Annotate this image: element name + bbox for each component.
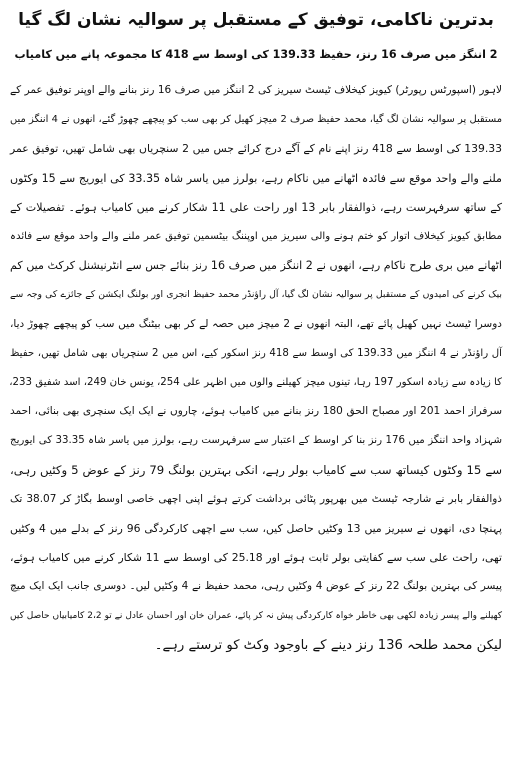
- article-line: کے ساتھ سرفہرست رہے، ذوالفقار بابر 13 اور راحت علی 11 شکار کرنے میں کامیاب ہوئے۔ تفصیلات کے: [10, 200, 503, 214]
- article-line: لیکن محمد طلحہ 136 رنز دینے کے باوجود وکٹ کو ترستے رہے۔: [154, 637, 502, 653]
- article-line: کا زیادہ سے زیادہ اسکور 197 رہا، تینوں میچز کھیلنے والوں میں اظہر علی 254، یونس خان 249، اسد شفیق 233،: [9, 377, 502, 389]
- article-line: پہنچا دی، انھوں نے سیریز میں 13 وکٹیں حاصل کیں، سب سے اچھی کارکردگی 96 رنز کے بدلے میں 4 وکٹیں: [10, 522, 502, 536]
- article-line: پیسر کی بہترین بولنگ 22 رنز کے عوض 4 وکٹیں رہی، محمد حفیظ نے 4 وکٹیں لیں۔ دوسری جانب ایک ایک میچ: [10, 580, 502, 593]
- article-line: کھیلنے والے پیسر زیادہ لکھی بھی خاطر خواہ کارکردگی پیش نہ کر پائے، عمران خان اور احسان عادل نے تو 2،2 کامیابیاں حاصل کیں: [10, 610, 503, 621]
- article-line: ذوالفقار بابر نے شارجہ ٹیسٹ میں بھرپور پٹائی برداشت کرتے ہوئے اپنی اچھی خاصی اوسط بگاڑ کر 38.07 تک: [10, 492, 502, 505]
- article-line: بیک کرنے کی امیدوں کے مستقبل پر سوالیہ نشان لگ گیا، آل راؤنڈر محمد حفیظ انجری اور بولنگ ایکشن کے جائزے کی وجہ سے: [10, 289, 502, 301]
- article-line: مطابق کیویز کیخلاف اتوار کو ختم ہونے والی سیریز میں اوپننگ بیٹسمین توفیق عمر ملنے والے واحد موقع سے فائدہ: [10, 231, 502, 243]
- article-line: 139.33 کی اوسط سے 418 رنز اپنے نام کے آگے درج کرائے جس میں 2 سنچریاں بھی شامل تھیں، توفیق عمر: [10, 142, 503, 156]
- article-line: مستقبل پر سوالیہ نشان لگ گیا، محمد حفیظ صرف 2 میچز کھیل کر بھی سب کو پیچھے چھوڑ گئے، انھوں نے 4 اننگز میں: [10, 114, 503, 126]
- article-body: [10, 76, 502, 660]
- article-line: شہزاد واحد اننگز میں 176 رنز بنا کر اوسط کے اعتبار سے سرفہرست رہے، بولرز میں یاسر شاہ 33.35 کی ایوریج: [10, 435, 502, 447]
- article-line: سے 15 وکٹوں کیساتھ سب سے کامیاب بولر رہے، انکی بہترین بولنگ 79 رنز کے عوض 5 وکٹیں رہی،: [10, 462, 502, 477]
- article-line: سرفراز احمد 201 اور مصباح الحق 180 رنز بنانے میں کامیاب ہوئے، چاروں نے ایک ایک سنچری بھی بنائی، احمد: [10, 405, 502, 418]
- article-line: اٹھانے میں بری طرح ناکام رہے، انھوں نے 2 اننگز میں صرف 16 رنز بنائے جس سے انٹرنیشنل کرکٹ میں کم: [10, 259, 502, 273]
- article-line: تھی، راحت علی سب سے کفایتی بولر ثابت ہوئے اور 25.18 کی اوسط سے 11 شکار کرنے میں کامیاب ہوئے،: [10, 551, 503, 565]
- article-line: آل راؤنڈر نے 4 اننگز میں 139.33 کی اوسط سے 418 رنز اسکور کیے، اس میں 2 سنچریاں بھی شامل تھیں، حفیظ: [10, 347, 502, 359]
- article-headline: بدترین ناکامی، توفیق کے مستقبل پر سوالیہ نشان لگ گیا: [18, 10, 494, 30]
- article-line: لاہور (اسپورٹس رپورٹر) کیویز کیخلاف ٹیسٹ سیریز کی 2 اننگز میں صرف 16 رنز بنانے والے اوپنر توفیق عمر کے: [10, 84, 502, 96]
- article-subheadline: 2 اننگز میں صرف 16 رنز، حفیظ 139.33 کی اوسط سے 418 کا مجموعہ پانے میں کامیاب: [14, 48, 498, 61]
- article-line: ملنے والے واحد موقع سے فائدہ اٹھانے میں ناکام رہے، بولرز میں یاسر شاہ 33.35 کی ایوریج سے 15 وکٹوں: [10, 171, 502, 185]
- article-line: دوسرا ٹیسٹ نہیں کھیل پائے تھے، البتہ انھوں نے 2 میچز میں حصہ لے کر بھی بیٹنگ میں سب کو پیچھے چھوڑ دیا،: [10, 317, 502, 330]
